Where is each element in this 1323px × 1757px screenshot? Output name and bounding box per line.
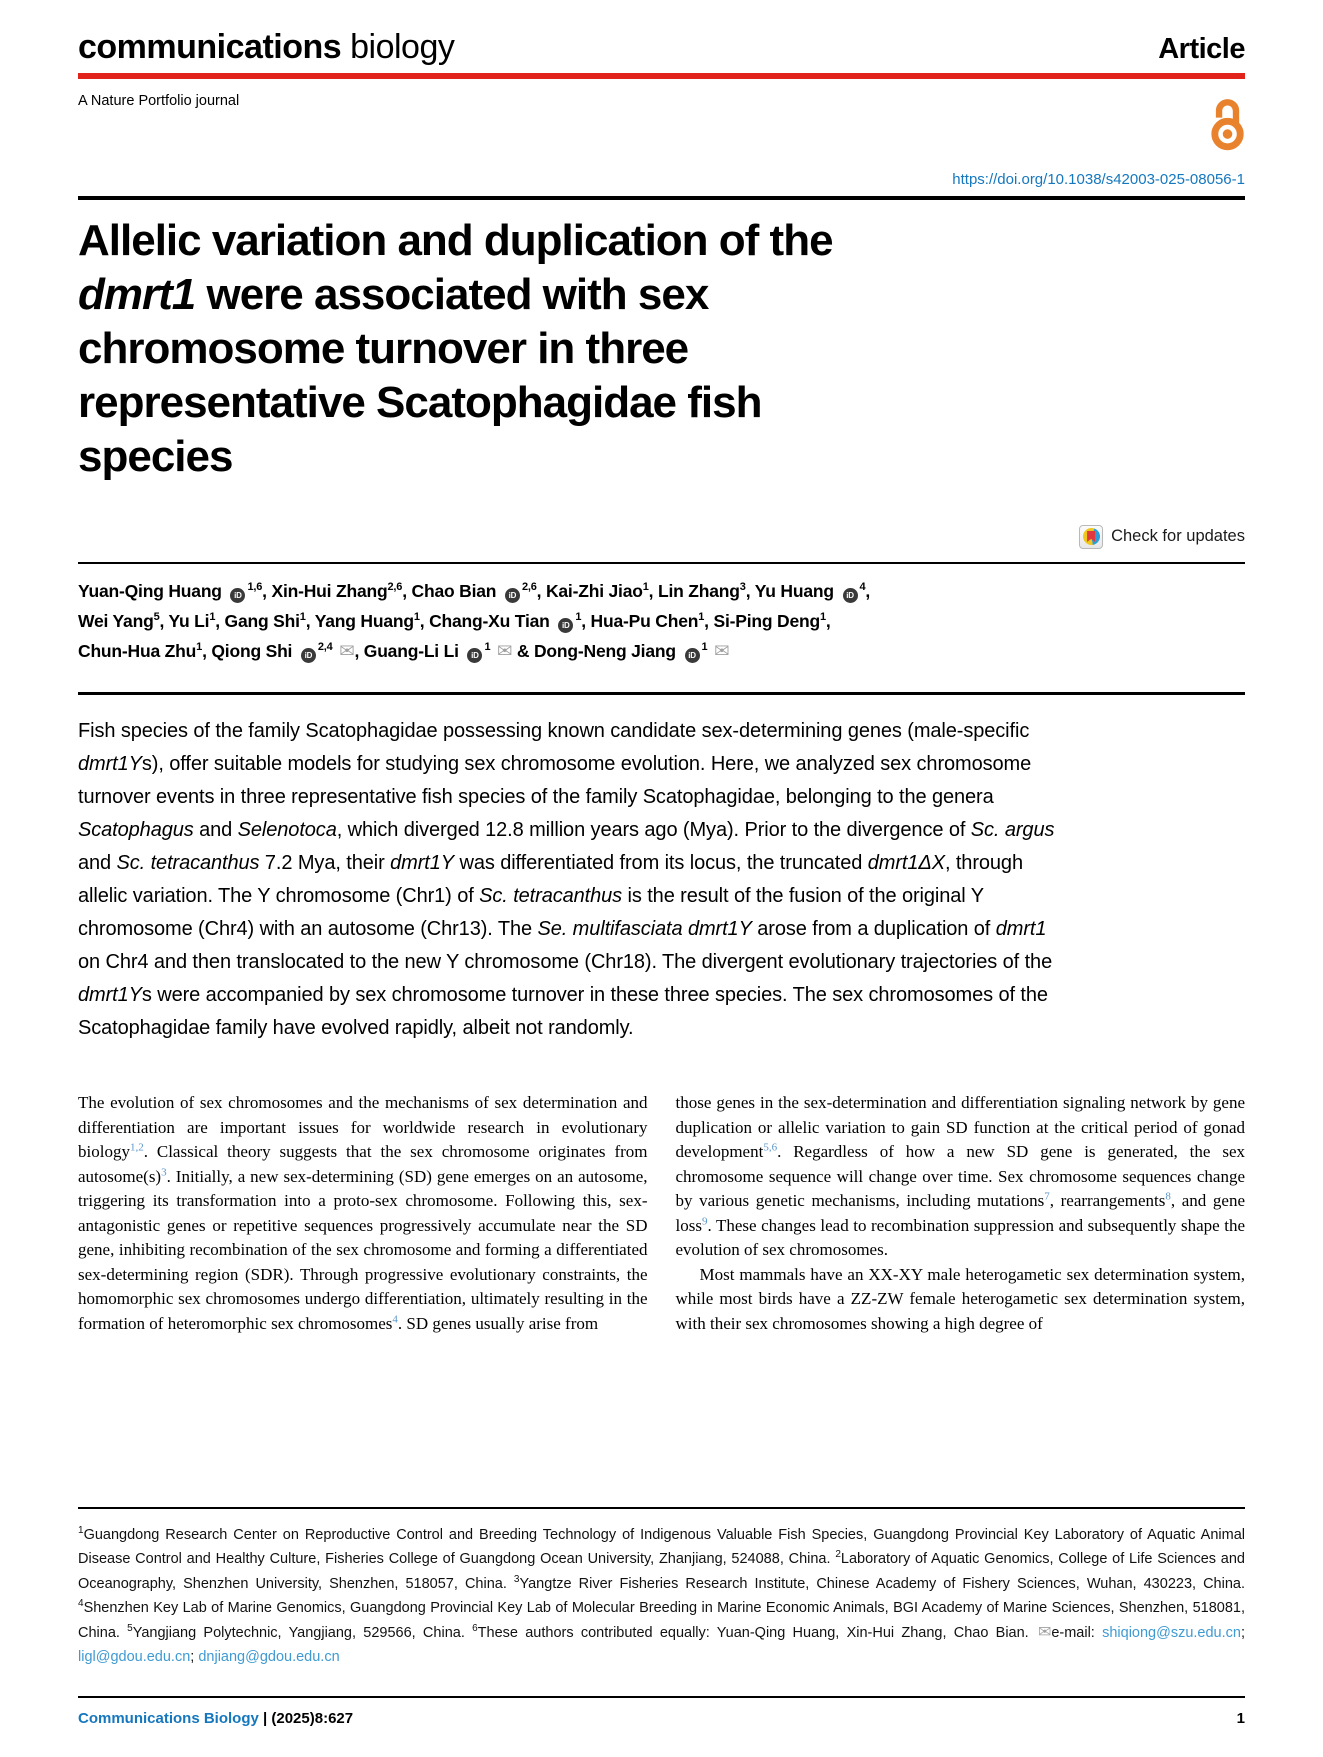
footer-rule <box>78 1696 1245 1699</box>
orcid-icon: iD <box>230 588 245 603</box>
spacer <box>78 1336 1245 1507</box>
page-number: 1 <box>1236 1710 1245 1727</box>
authors-top-rule <box>78 562 1245 564</box>
orcid-icon: iD <box>505 588 520 603</box>
article-title-line: chromosome turnover in three <box>78 323 689 373</box>
article-title <box>78 214 1245 484</box>
abstract-top-rule <box>78 692 1245 696</box>
author-line: Chun-Hua Zhu$^1$, Qiong Shi iD$^{2,4}$ ✉, Guang-Li Li $iD^1$ ✉ & Dong-Neng Jiang $iD^1$ ✉ <box>78 636 1245 666</box>
crossmark-circle-icon <box>1083 528 1100 545</box>
author-list <box>78 576 1245 666</box>
journal-tagline: A Nature Portfolio journal <box>78 93 240 109</box>
body-paragraph: Most mammals have an XX-XY male heterogametic sex determination system, while most birds have a ZZ-ZW female heterogametic sex determination system, with their sex chromosomes showing a high degree of <box>675 1264 1245 1333</box>
author-line: Yuan-Qing Huang iD$^{1,6}$, Xin-Hui Zhang$^{2,6}$, Chao Bian iD$^{2,6}$, Kai-Zhi Jiao$^1$, Lin Zhang$^3$, Yu Huang $iD^4$, <box>78 576 1245 606</box>
body-paragraph: those genes in the sex-determination and differentiation signaling network by gene duplication or allelic variation to gain SD function at the critical period of gonad development$^{5,6}$. Regardless of how a new SD gene is generated, the sex chromosome sequence will change over time. Sex chromosome sequences change by various genetic mechanisms, including mutations$^7$, rearrangements$^8$, and gene loss$^9$. These changes lead to recombination suppression and subsequently shape the evolution of sex chromosomes. <box>675 1093 1245 1259</box>
orcid-icon: iD <box>301 648 316 663</box>
affiliations-text: $^1$Guangdong Research Center on Reproductive Control and Breeding Technology of Indigenous Valuable Fish Species, Guangdong Provincial Key Laboratory of Aquatic Animal Disease Control and Healthy Culture, Fisheries College of Guangdong Ocean University, Zhanjiang, 524088, China. $^2$Laboratory of Aquatic Genomics, College of Life Sciences and Oceanography, Shenzhen University, Shenzhen, 518057, China. $^3$Yangtze River Fisheries Research Institute, Chinese Academy of Fishery Sciences, Wuhan, 430223, China. $^4$Shenzhen Key Lab of Marine Genomics, Guangdong Provincial Key Lab of Molecular Breeding in Marine Economic Animals, BGI Academy of Marine Sciences, Shenzhen, 518081, China. $^5$Yangjiang Polytechnic, Yangjiang, 529566, China. $^6$These authors contributed equally: Yuan-Qing Huang, Xin-Hui Zhang, Chao Bian. ✉e-mail: shiqiong@szu.edu.cn; ligl@gdou.edu.cn; dnjiang@gdou.edu.cn <box>78 1524 1245 1665</box>
journal-logo-light: biology <box>350 28 455 66</box>
article-title-line: species <box>78 431 233 481</box>
tagline-row <box>78 91 1245 153</box>
footer-journal-link[interactable]: Communications Biology <box>78 1710 259 1727</box>
journal-logo <box>78 28 454 67</box>
journal-header <box>78 28 1245 67</box>
abstract-paragraph: Fish species of the family Scatophagidae possessing known candidate sex-determining genes (male-specific dmrt1Ys), offer suitable models for studying sex chromosome evolution. Here, we analyzed sex chromosome turnover events in three representative fish species of the family Scatophagidae, belonging to the genera Scatophagus and Selenotoca, which diverged 12.8 million years ago (Mya). Prior to the divergence of Sc. argus and Sc. tetracanthus 7.2 Mya, their dmrt1Y was differentiated from its locus, the truncated dmrt1ΔX, through allelic variation. The Y chromosome (Chr1) of Sc. tetracanthus is the result of the fusion of the original Y chromosome (Chr4) with an autosome (Chr13). The Se. multifasciata dmrt1Y arose from a duplication of dmrt1 on Chr4 and then translocated to the new Y chromosome (Chr18). The divergent evolutionary trajectories of the dmrt1Ys were accompanied by sex chromosome turnover in these three species. The sex chromosomes of the Scatophagidae family have evolved rapidly, albeit not randomly. <box>78 720 1055 1039</box>
author-line: Wei Yang$^5$, Yu Li$^1$, Gang Shi$^1$, Yang Huang$^1$, Chang-Xu Tian $iD^1$, Hua-Pu Chen$^1$, Si-Ping Deng$^1$, <box>78 606 1245 636</box>
footer <box>78 1710 1245 1727</box>
check-for-updates-icon <box>1079 525 1103 549</box>
check-for-updates-label: Check for updates <box>1111 527 1245 545</box>
orcid-icon: iD <box>467 648 482 663</box>
check-for-updates-badge[interactable] <box>78 524 1245 550</box>
email-link[interactable]: ligl@gdou.edu.cn <box>78 1649 191 1665</box>
orcid-icon: iD <box>685 648 700 663</box>
article-title-line: representative Scatophagidae fish <box>78 377 762 427</box>
article-title-line: Allelic variation and duplication of the <box>78 215 833 265</box>
journal-logo-bold: communications <box>78 28 342 66</box>
header-divider <box>78 73 1245 79</box>
envelope-icon: ✉ <box>1037 1623 1052 1641</box>
article-type-label: Article <box>1158 33 1245 65</box>
footer-citation: | (2025)8:627 <box>263 1710 354 1727</box>
envelope-icon: ✉ <box>714 639 730 661</box>
doi-link[interactable]: https://doi.org/10.1038/s42003-025-08056-1 <box>952 171 1245 188</box>
envelope-icon: ✉ <box>497 639 513 661</box>
title-top-rule <box>78 196 1245 200</box>
footer-citation-block <box>78 1710 353 1727</box>
email-link[interactable]: dnjiang@gdou.edu.cn <box>198 1649 340 1665</box>
envelope-icon: ✉ <box>339 639 355 661</box>
body-column-left <box>78 1091 648 1336</box>
orcid-icon: iD <box>558 618 573 633</box>
body-text <box>78 1091 1245 1336</box>
affiliations-rule <box>78 1507 1245 1509</box>
email-link[interactable]: shiqiong@szu.edu.cn <box>1102 1624 1241 1641</box>
orcid-icon: iD <box>843 588 858 603</box>
body-paragraph: The evolution of sex chromosomes and the mechanisms of sex determination and differentiation are important issues for worldwide research in evolutionary biology$^{1,2}$. Classical theory suggests that the sex chromosome originates from $autosome(s)^3$. Initially, a new sex-determining (SD) gene emerges on an autosome, triggering its transformation into a proto-sex chromosome. Following this, sex-antagonistic genes or repetitive sequences progressively accumulate near the SD gene, inhibiting recombination of the sex chromosome and forming a differentiated sex-determining region (SDR). Through progressive evolutionary constraints, the homomorphic sex chromosomes undergo differentiation, ultimately resulting in the formation of heteromorphic sex chromosomes$^4$. SD genes usually arise from <box>78 1093 648 1333</box>
body-column-right <box>676 1091 1246 1336</box>
open-access-icon <box>1209 97 1245 156</box>
bookmark-icon <box>1087 531 1095 542</box>
doi-row <box>78 171 1245 188</box>
article-title-line: dmrt1 were associated with sex <box>78 269 709 319</box>
